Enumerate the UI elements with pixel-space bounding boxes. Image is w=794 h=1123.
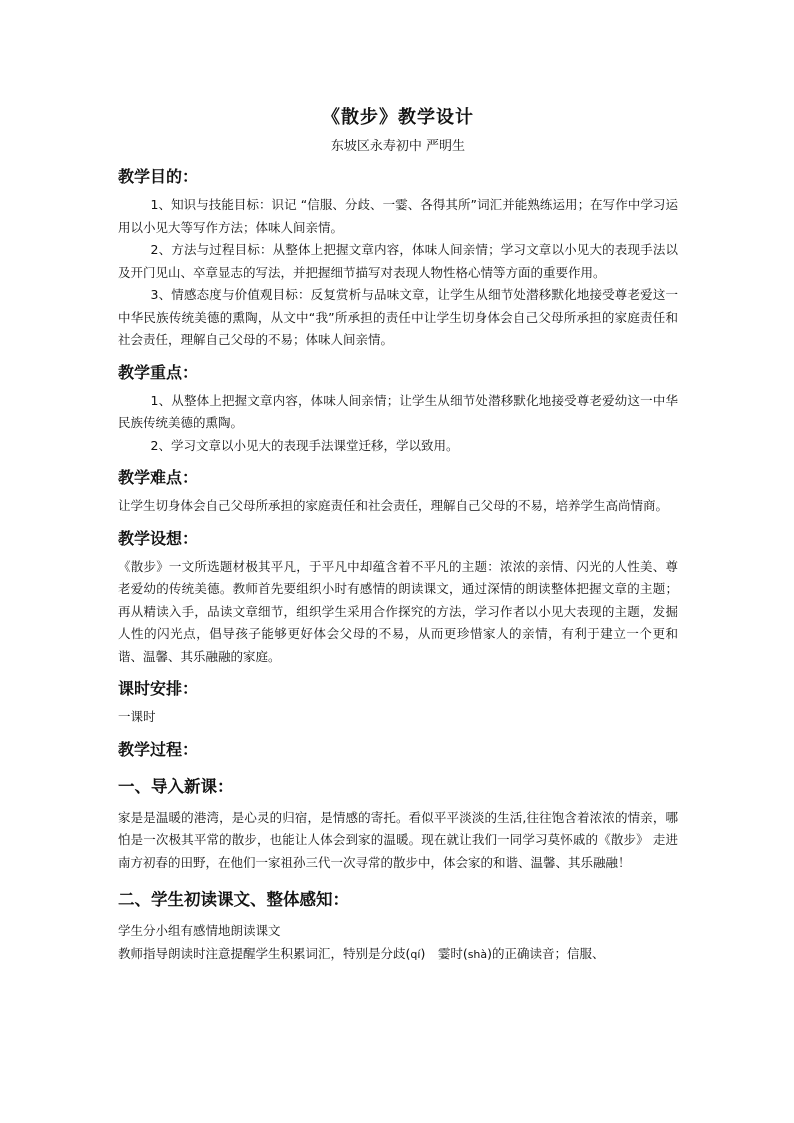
- heading-reading: 二、学生初读课文、整体感知：: [118, 890, 349, 909]
- difficulty-paragraph: 让学生切身体会自己父母所承担的家庭责任和社会责任，理解自己父母的不易，培养学生高尚情商。: [118, 498, 669, 513]
- heading-schedule: 课时安排：: [118, 679, 199, 698]
- reading-paragraph-2: [118, 943, 678, 967]
- heading-difficulty: 教学难点：: [118, 468, 199, 487]
- heading-focus: 教学重点：: [118, 362, 199, 382]
- focus-paragraph-1: 1、从整体上把握文章内容，体味人间亲情；让学生从细节处潜移默化地接受尊老爱幼这一中华民族传统美德的熏陶。: [118, 392, 678, 430]
- concept-paragraph: 《散步》一文所选题材极其平凡，于平凡中却蕴含着不平凡的主题：浓浓的亲情、闪光的人性美、尊老爱幼的传统美德。教师首先要组织小时有感情的朗读课文，通过深情的朗读整体把握文章的主题；再从精读入手，品读文章细节，组织学生采用合作探究的方法，学习作者以小见大表现的主题，发掘人性的闪光点，倡导孩子能够更好体会父母的不易，从而更珍惜家人的亲情，有利于建立一个更和谐、温馨、其乐融融的家庭。: [118, 558, 678, 664]
- pinyin-sha: shà: [467, 947, 488, 961]
- schedule-paragraph: 一课时: [118, 709, 156, 724]
- heading-concept: 教学设想：: [118, 528, 199, 548]
- document-title: 《散步》教学设计: [322, 107, 474, 128]
- heading-process: 教学过程：: [118, 739, 199, 759]
- goals-paragraph-2: 2、方法与过程目标：从整体上把握文章内容，体味人间亲情；学习文章以小见大的表现手法以及开门见山、卒章显志的写法，并把握细节描写对表现人物性格心情等方面的重要作用。: [118, 242, 678, 280]
- focus-paragraph-2: 2、学习文章以小见大的表现手法课堂迁移，学以致用。: [150, 437, 459, 453]
- reading-text-a: 教师指导朗读时注意提醒学生积累词汇，特别是分歧(: [118, 945, 411, 961]
- goals-paragraph-3: 3、情感态度与价值观目标：反复赏析与品味文章，让学生从细节处潜移默化地接受尊老爱这一中华民族传统美德的熏陶，从文中“我”所承担的责任中让学生切身体会自己父母所承担的家庭责任和社会责任，理解自己父母的不易；体味人间亲情。: [118, 287, 678, 347]
- reading-text-b: ) 霎时(: [420, 945, 468, 961]
- pinyin-qi: qí: [410, 947, 421, 961]
- intro-paragraph: 家是是温暖的港湾，是心灵的归宿，是情感的寄托。看似平平淡淡的生活,往往饱含着浓浓的情亲，哪怕是一次极其平常的散步，也能让人体会到家的温暖。现在就让我们一同学习莫怀戚的《散步》 走进南方初春的田野，在他们一家祖孙三代一次寻常的散步中，体会家的和谐、温馨、其乐融融！: [118, 809, 678, 870]
- reading-text-c: )的正确读音；信服、: [487, 945, 605, 961]
- reading-paragraph-1: 学生分小组有感情地朗读课文: [118, 923, 281, 938]
- document-author: 东坡区永寿初中 严明生: [330, 139, 466, 154]
- heading-goals: 教学目的：: [118, 167, 199, 186]
- document-page: [118, 100, 678, 966]
- heading-intro: 一、导入新课：: [118, 776, 234, 796]
- goals-paragraph-1: 1、知识与技能目标：识记 “信服、分歧、一霎、各得其所”词汇并能熟练运用；在写作中学习运用以小见大等写作方法；体味人间亲情。: [118, 197, 678, 235]
